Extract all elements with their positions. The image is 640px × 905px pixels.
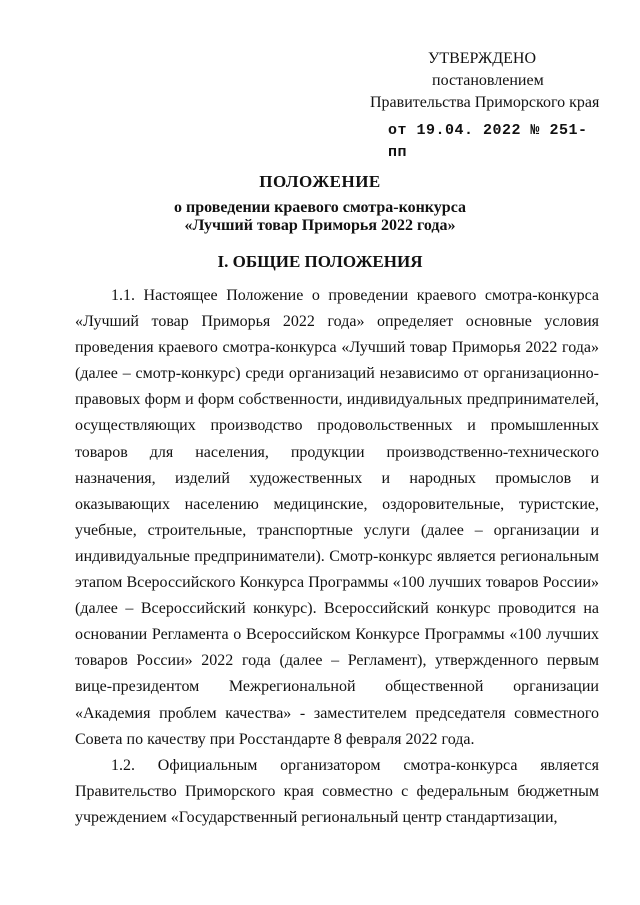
paragraph-1-1: 1.1. Настоящее Положение о проведении краевого смотра-конкурса «Лучший товар Приморья 2022 года» определяет основные условия проведения краевого смотра-конкурса «Лучший товар Приморья 2022 года» (далее – смотр-конкурс) среди организаций независимо от организационно-правовых форм и форм собственности, индивидуальных предпринимателей, осуществляющих производство продовольственных и промышленных товаров для населения, продукции производственно-технического назначения, изделий художественных и народных промыслов и оказывающих населению медицинские, оздоровительные, туристские, учебные, строительные, транспортные услуги (далее – организации и индивидуальные предприниматели). Смотр-конкурс является региональным этапом Всероссийского Конкурса Программы «100 лучших товаров России» (далее – Всероссийский конкурс). Всероссийский конкурс проводится на основании Регламента о Всероссийском Конкурсе Программы «100 лучших товаров России» 2022 года (далее – Регламент), утвержденного первым вице-президентом Межрегиональной общественной организации «Академия проблем качества» - заместителем председателя совместного Совета по качеству при Росстандарте 8 февраля 2022 года. <box>75 287 599 748</box>
approval-block <box>370 48 600 164</box>
document-subtitle-line1: о проведении краевого смотра-конкурса <box>174 199 466 216</box>
document-subtitle-line2: «Лучший товар Приморья 2022 года» <box>184 217 456 234</box>
section-heading: I. ОБЩИЕ ПОЛОЖЕНИЯ <box>217 252 423 271</box>
document-title: ПОЛОЖЕНИЕ <box>259 172 381 191</box>
document-body <box>75 283 599 831</box>
paragraph-1-2: 1.2. Официальным организатором смотра-конкурса является Правительство Приморского края совместно с федеральным бюджетным учреждением «Государственный региональный центр стандартизации, <box>75 756 599 826</box>
approval-authority: Правительства Приморского края <box>370 94 600 111</box>
approval-date-number: от 19.04. 2022 № 251-пп <box>388 122 588 161</box>
approval-heading: УТВЕРЖДЕНО <box>428 50 537 67</box>
approval-resolution: постановлением <box>432 72 544 89</box>
